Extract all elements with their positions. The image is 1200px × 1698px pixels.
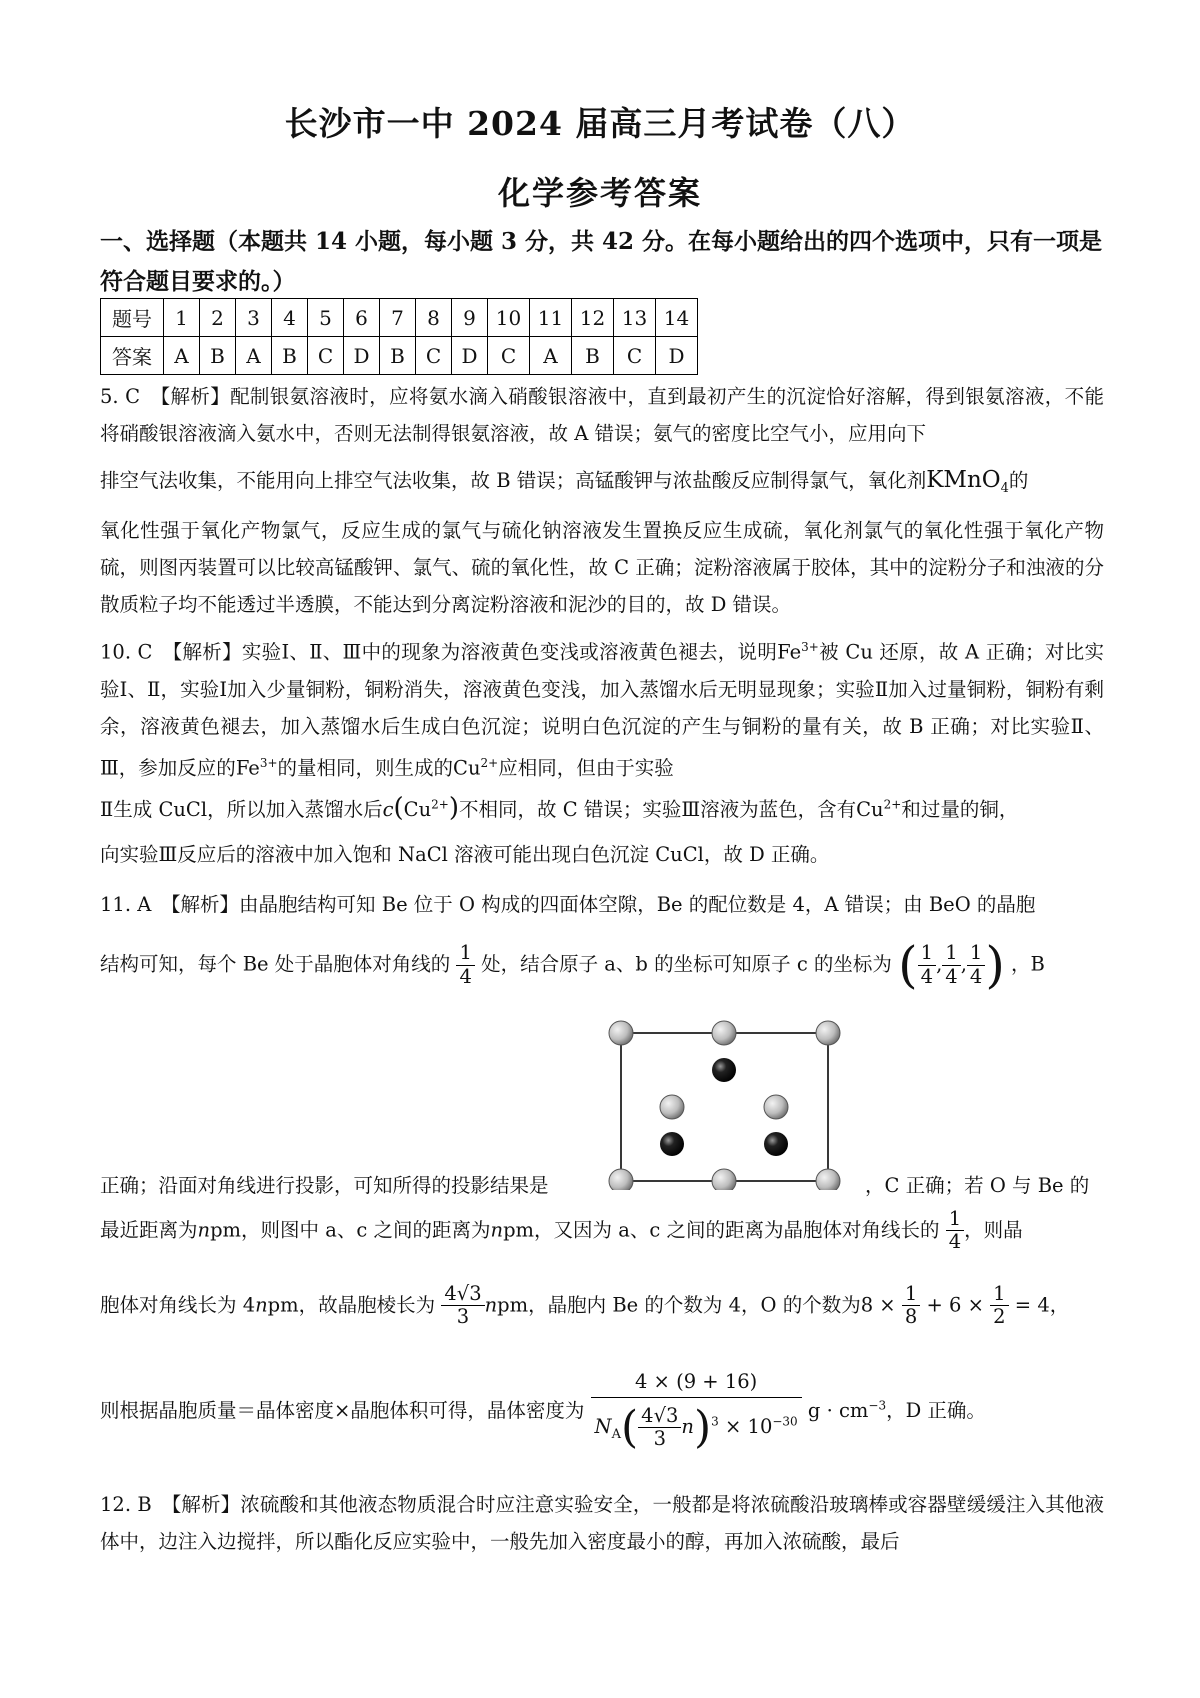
q11-line-6: 则根据晶胞质量＝晶体密度×晶胞体积可得，晶体密度为 4 × (9 + 16) $N_A$( $\frac{4√3}{3}$ $n)^3 \times 10^{-30}$ $g \cdot cm^{-3}$，D 正确。 <box>100 1370 986 1453</box>
beryllium-atom <box>712 1058 736 1082</box>
q11-text: pm，故晶胞棱长为 <box>267 1293 436 1317</box>
q5-text: 的 <box>1008 469 1029 492</box>
q10-text: 不相同，故 C 错误；实验Ⅲ溶液为蓝色，含有 <box>459 798 857 821</box>
q11-text: 胞体对角线长为 4 <box>100 1293 256 1317</box>
q5-paragraph-1: 5. C 【解析】配制银氨溶液时，应将氨水滴入硝酸银溶液中，直到最初产生的沉淀恰好溶解，得到银氨溶液，不能将硝酸银溶液滴入氨水中，否则无法制得银氨溶液，故 A 错误；氨气的密度比空气小，应用向下 <box>100 385 1104 445</box>
q10-text: 的量相同，则生成的 <box>277 756 454 779</box>
table-cell: 5 <box>308 299 344 337</box>
q5-text: 排空气法收集，不能用向上排空气法收集，故 B 错误；高锰酸钾与浓盐酸反应制得氯气，氧化剂 <box>100 469 927 492</box>
table-cell: 10 <box>488 299 530 337</box>
answer-row <box>101 337 698 375</box>
row-label-answer: 答案 <box>101 337 164 375</box>
q12-paragraph: 12. B 【解析】浓硫酸和其他液态物质混合时应注意实验安全，一般都是将浓硫酸沿玻璃棒或容器壁缓缓注入其他液体中，边注入边搅拌，所以酯化反应实验中，一般先加入密度最小的醇，再加入浓硫酸，最后 <box>100 1493 1104 1553</box>
q5-line-2 <box>100 465 1028 496</box>
q11-line-3a: 正确；沿面对角线进行投影，可知所得的投影结果是 <box>100 1174 549 1197</box>
fe-ion: Fe <box>235 756 260 779</box>
q11-text: pm，又因为 a、c 之间的距离为晶胞体对角线长的 <box>503 1218 940 1242</box>
table-cell: C <box>614 337 656 375</box>
o-count-expr: = 4 <box>1014 1293 1050 1317</box>
table-cell: D <box>452 337 488 375</box>
fe-ion: Fe <box>777 640 802 664</box>
c-symbol: c <box>382 798 394 821</box>
oxygen-atom <box>712 1021 736 1045</box>
density-denominator: $N_A$( $\frac{4√3}{3}$ $n)^3 \times 10^{-30}$ <box>594 1402 798 1453</box>
oxygen-atom <box>609 1021 633 1045</box>
projection-rectangle <box>621 1033 828 1181</box>
q10-text: 和过量的铜， <box>901 798 1019 821</box>
cu-ion: Cu <box>856 798 884 821</box>
table-cell: B <box>272 337 308 375</box>
fe-charge: 3+ <box>801 640 819 654</box>
fraction-4-root3-over-3: $\frac{4√3}{3}$ <box>441 1283 484 1329</box>
n-variable: n <box>484 1293 498 1317</box>
cu-charge: 2+ <box>883 797 902 812</box>
q11-line-5: 胞体对角线长为 4npm，故晶胞棱长为 $\frac{4√3}{3}$ npm，晶胞内 Be 的个数为 4，O 的个数为8 × $\frac{1}{8}$ + 6 × $\frac{1}{2}$ = 4， <box>100 1282 1070 1329</box>
n-variable: n <box>490 1218 504 1242</box>
q11-line-1: 11. A 【解析】由晶胞结构可知 Be 位于 O 构成的四面体空隙，Be 的配位数是 4，A 错误；由 BeO 的晶胞 <box>100 893 1036 916</box>
q11-line-3b: ，C 正确；若 O 与 Be 的 <box>865 1174 1090 1197</box>
table-cell: 9 <box>452 299 488 337</box>
q11-text: 结构可知，每个 Be 处于晶胞体对角线的 <box>100 952 451 976</box>
density-unit: g · cm <box>807 1399 869 1422</box>
table-cell: 3 <box>236 299 272 337</box>
fraction-one-quarter: $\frac{1}{4}$ <box>942 942 960 988</box>
table-cell: 4 <box>272 299 308 337</box>
oxygen-atom <box>609 1169 633 1190</box>
cu-ion: Cu <box>453 756 481 779</box>
table-cell: B <box>380 337 416 375</box>
beryllium-atom <box>764 1132 788 1156</box>
page-title: 长沙市一中 2024 届高三月考试卷（八） <box>284 104 916 143</box>
o-count-expr: + 6 × <box>926 1293 984 1317</box>
crystal-projection-figure <box>600 1020 850 1190</box>
table-cell: 13 <box>614 299 656 337</box>
question-row <box>101 299 698 337</box>
table-cell: 1 <box>164 299 200 337</box>
oxygen-atom <box>816 1021 840 1045</box>
table-cell: A <box>236 337 272 375</box>
oxygen-atom <box>712 1169 736 1190</box>
q11-line-2: 结构可知，每个 Be 处于晶胞体对角线的 $\frac{1}{4}$ 处，结合原子 a、b 的坐标可知原子 c 的坐标为 ( $\frac{1}{4}$ , $\frac{1}{4}$ , $\frac{1}{4}$ ) ，B <box>100 936 1045 994</box>
q11-text: 最近距离为 <box>100 1218 198 1242</box>
beryllium-atom <box>660 1132 684 1156</box>
cu-charge: 2+ <box>480 755 499 770</box>
kmno4-formula: KMnO <box>926 467 1001 493</box>
q11-text: pm，则图中 a、c 之间的距离为 <box>210 1218 491 1242</box>
table-cell: 11 <box>530 299 572 337</box>
table-cell: 2 <box>200 299 236 337</box>
section-heading: 一、选择题（本题共 14 小题，每小题 3 分，共 42 分。在每小题给出的四个选项中，只有一项是符合题目要求的。） <box>100 228 1103 295</box>
q10-text: 10. C 【解析】实验Ⅰ、Ⅱ、Ⅲ中的现象为溶液黄色变浅或溶液黄色褪去，说明 <box>100 640 778 664</box>
table-cell: 8 <box>416 299 452 337</box>
fraction-one-quarter: $\frac{1}{4}$ <box>967 942 985 988</box>
q11-text: 则根据晶胞质量＝晶体密度×晶胞体积可得，晶体密度为 <box>100 1399 585 1422</box>
table-cell: C <box>308 337 344 375</box>
fraction-one-quarter: $\frac{1}{4}$ <box>456 942 474 988</box>
fraction-one-eighth: $\frac{1}{8}$ <box>902 1283 920 1329</box>
table-cell: C <box>416 337 452 375</box>
q10-paragraph-1 <box>100 629 1104 786</box>
q11-text: ，B <box>1011 952 1045 976</box>
density-numerator: 4 × (9 + 16) <box>591 1370 802 1398</box>
table-cell: 12 <box>572 299 614 337</box>
oxygen-atom <box>660 1095 684 1119</box>
density-fraction <box>591 1370 802 1453</box>
cu-charge: 2+ <box>431 797 449 812</box>
answer-table <box>100 298 698 375</box>
q10-line-6: 向实验Ⅲ反应后的溶液中加入饱和 NaCl 溶液可能出现白色沉淀 CuCl，故 D 正确。 <box>100 843 830 866</box>
cu-ion: Cu <box>403 798 432 821</box>
table-cell: D <box>344 337 380 375</box>
table-cell: C <box>488 337 530 375</box>
row-label-question: 题号 <box>101 299 164 337</box>
q10-line-5: Ⅱ生成 CuCl，所以加入蒸馏水后$c(Cu^{2+})$不相同，故 C 错误；实验Ⅲ溶液为蓝色，含有$Cu^{2+}$和过量的铜， <box>100 793 1019 823</box>
q11-line-4 <box>100 1208 1023 1254</box>
table-cell: B <box>200 337 236 375</box>
page-subtitle: 化学参考答案 <box>497 174 702 212</box>
fraction-one-half: $\frac{1}{2}$ <box>990 1283 1008 1329</box>
q11-text: 处，结合原子 a、b 的坐标可知原子 c 的坐标为 <box>481 952 892 976</box>
q10-text: Ⅱ生成 CuCl，所以加入蒸馏水后 <box>100 798 383 821</box>
n-variable: n <box>255 1293 268 1317</box>
table-cell: 7 <box>380 299 416 337</box>
fraction-one-quarter: $\frac{1}{4}$ <box>918 942 936 988</box>
table-cell: B <box>572 337 614 375</box>
q10-text: 应相同，但由于实验 <box>498 756 674 779</box>
table-cell: 14 <box>656 299 698 337</box>
q10-text: 被 Cu 还原，故 A 正确；对比实验Ⅰ、Ⅱ，实验Ⅰ加入少量铜粉，铜粉消失，溶液黄色变浅，加入蒸馏水后无明显现象；实验Ⅱ加入过量铜粉，铜粉有剩余，溶液黄色褪去，加入蒸馏水后生成白色沉淀；说明白色沉淀的产生与铜粉的量有关，故 B 正确；对比实验Ⅱ、Ⅲ，参加反应的 <box>100 640 1104 779</box>
fe-charge: 3+ <box>259 755 278 770</box>
fraction-one-quarter: $\frac{1}{4}$ <box>946 1208 964 1254</box>
table-cell: D <box>656 337 698 375</box>
q11-text: pm，晶胞内 Be 的个数为 4，O 的个数为 <box>497 1293 861 1317</box>
table-cell: A <box>530 337 572 375</box>
kmno4-subscript: 4 <box>1000 480 1009 496</box>
q5-paragraph-3: 氧化性强于氧化产物氯气，反应生成的氯气与硫化钠溶液发生置换反应生成硫，氧化剂氯气的氧化性强于氧化产物硫，则图丙装置可以比较高锰酸钾、氯气、硫的氧化性，故 C 正确；淀粉溶液属于胶体，其中的淀粉分子和浊液的分散质粒子均不能透过半透膜，不能达到分离淀粉溶液和泥沙的目的，故 D 错误。 <box>100 519 1104 616</box>
o-count-expr: 8 × <box>860 1293 896 1317</box>
n-variable: n <box>197 1218 211 1242</box>
table-cell: 6 <box>344 299 380 337</box>
table-cell: A <box>164 337 200 375</box>
q11-text: ，则晶 <box>964 1218 1023 1242</box>
oxygen-atom <box>816 1169 840 1190</box>
oxygen-atom <box>764 1095 788 1119</box>
